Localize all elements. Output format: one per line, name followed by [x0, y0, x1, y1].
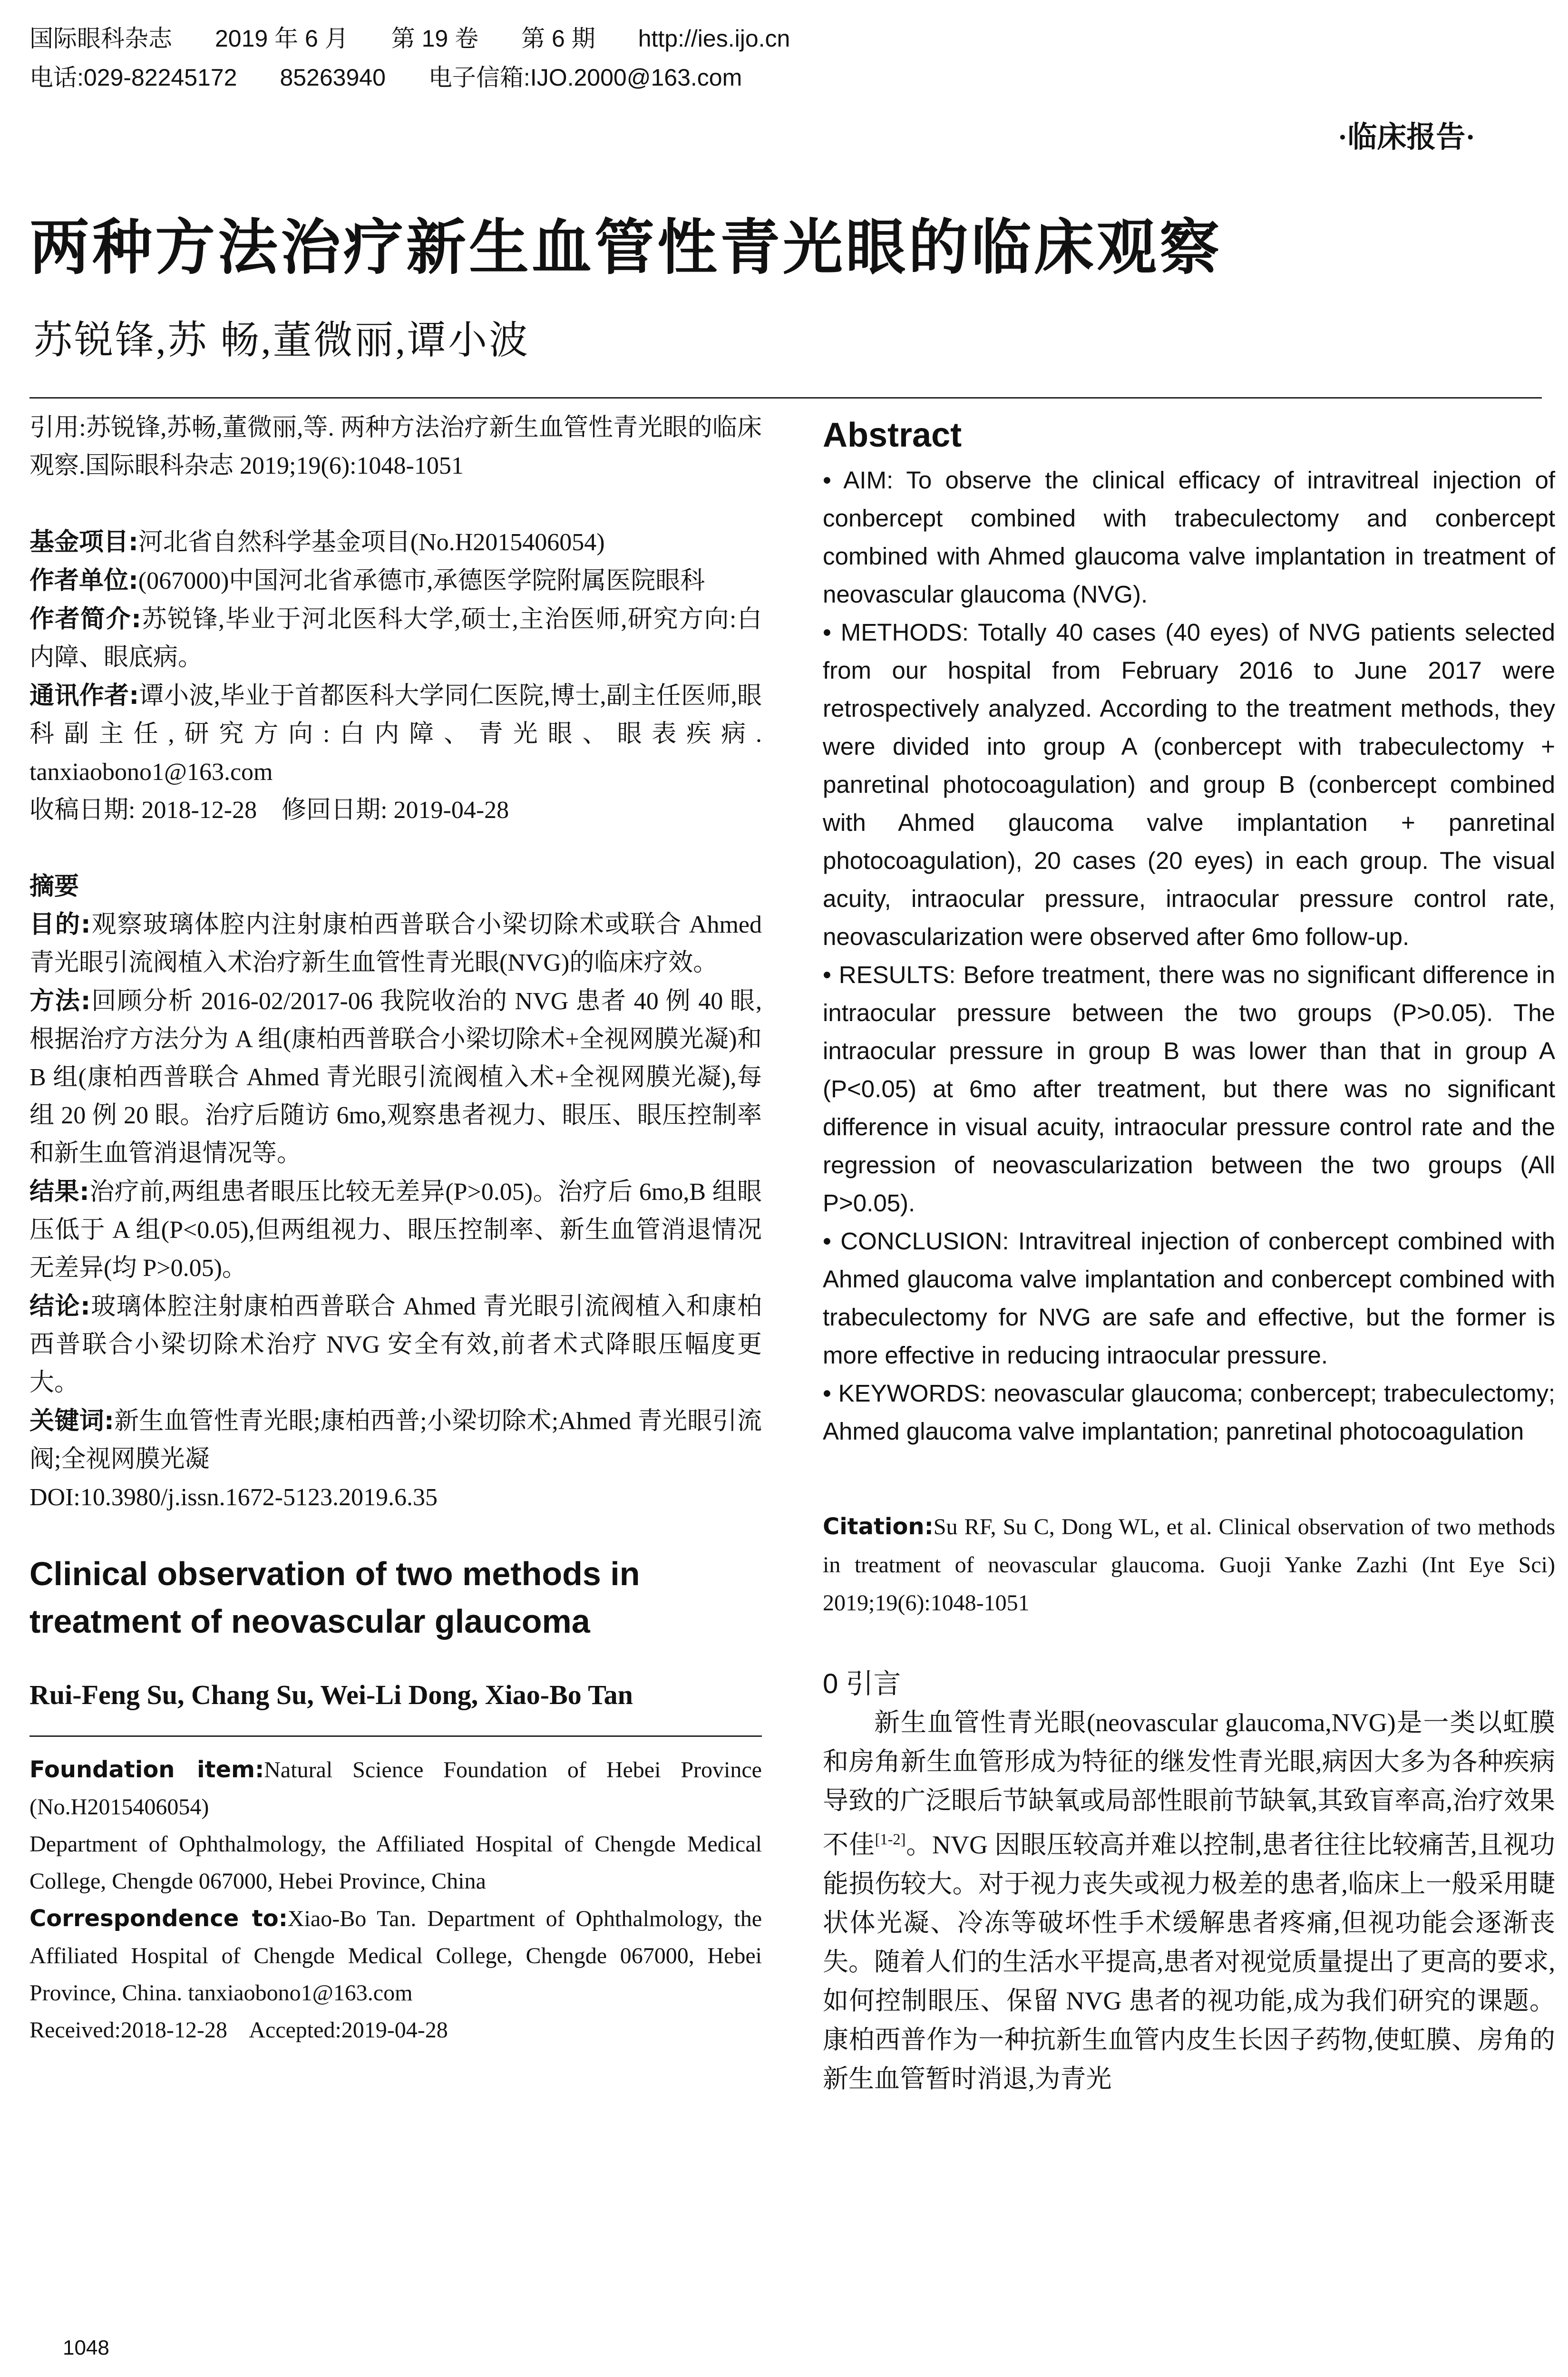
- abstract-heading-cn: 摘要: [29, 872, 79, 901]
- abstract-methods: • METHODS: Totally 40 cases (40 eyes) of NVG patients selected from our hospital from February 2016 to June 2017 were retrospectively analyzed. According to the treatment methods, they were divided into group A (conbercept with trabeculectomy + panretinal photocoagulation) and group B (conbercept combined with Ahmed glaucoma valve implantation + panretinal photocoagulation), 20 cases (20 eyes) in each group. The visual acuity, intraocular pressure, intraocular pressure control rate, neovascularization were observed after 6mo follow-up.: [823, 619, 1555, 950]
- result-text: 治疗前,两组患者眼压比较无差异(P>0.05)。治疗后 6mo,B 组眼压低于 A 组(P<0.05),但两组视力、眼压控制率、新生血管消退情况无差异(均 P>0.05)。: [29, 1179, 762, 1282]
- citation-en: [823, 1508, 1555, 1622]
- abstract-keywords: • KEYWORDS: neovascular glaucoma; conbercept; trabeculectomy; Ahmed glaucoma valve implantation; panretinal photocoagulation: [823, 1380, 1555, 1445]
- method-text: 回顾分析 2016-02/2017-06 我院收治的 NVG 患者 40 例 40 眼,根据治疗方法分为 A 组(康柏西普联合小梁切除术+全视网膜光凝)和 B 组(康柏西普联合 Ahmed 青光眼引流阀植入术+全视网膜光凝),每组 20 例 20 眼。治疗后随访 6mo,观察患者视力、眼压、眼压控制率和新生血管消退情况等。: [29, 988, 762, 1167]
- dates-cn: 收稿日期: 2018-12-28 修回日期: 2019-04-28: [29, 797, 509, 824]
- page-number: 1048: [63, 2336, 109, 2359]
- result-label: 结果:: [29, 1178, 89, 1206]
- phone: 电话:029-82245172: [29, 64, 237, 91]
- foundation-label: Foundation item:: [29, 1756, 264, 1783]
- issue: 第 6 期: [521, 25, 595, 52]
- author-bio: [29, 600, 762, 677]
- corr-label: 通讯作者:: [29, 682, 139, 710]
- journal-url[interactable]: http://ies.ijo.cn: [638, 25, 790, 52]
- conclusion-label: 结论:: [29, 1292, 90, 1321]
- foundation-en: [29, 1751, 762, 1826]
- conclusion-cn: [29, 1287, 762, 1402]
- unit-text: (067000)中国河北省承德市,承德医学院附属医院眼科: [138, 567, 705, 594]
- method-cn: [29, 982, 762, 1173]
- correspondence-label: Correspondence to:: [29, 1905, 288, 1932]
- intro-text-2: 。NVG 因眼压较高并难以控制,患者往往比较痛苦,且视功能损伤较大。对于视力丧失或视力极差的患者,临床上一般采用睫状体光凝、冷冻等破坏性手术缓解患者疼痛,但视功能会逐渐丧失。随着人们的生活水平提高,患者对视觉质量提出了更高的要求,如何控制眼压、保留 NVG 患者的视功能,成为我们研究的课题。康柏西普作为一种抗新生血管内皮生长因子药物,使虹膜、房角的新生血管暂时消退,为青光: [823, 1831, 1556, 2093]
- header-line-1: [29, 19, 1542, 58]
- fund-text: 河北省自然科学基金项目(No.H2015406054): [138, 529, 605, 556]
- fund-info: [29, 523, 762, 562]
- aim-cn: [29, 906, 762, 982]
- foundation-text: Natural Science Foundation of Hebei Province (No.H2015406054): [29, 1757, 762, 1820]
- keywords-label: 关键词:: [29, 1407, 114, 1435]
- keywords-text: 新生血管性青光眼;康柏西普;小梁切除术;Ahmed 青光眼引流阀;全视网膜光凝: [29, 1408, 762, 1473]
- abstract-results: • RESULTS: Before treatment, there was no significant difference in intraocular pressure between the two groups (P>0.05). The intraocular pressure in group B was lower than that in group A (P<0.05) at 6mo after treatment, but there was no significant difference in visual acuity, intraocular pressure control rate and the regression of neovascularization between the two groups (All P>0.05).: [823, 961, 1555, 1217]
- email[interactable]: 电子信箱:IJO.2000@163.com: [428, 64, 742, 91]
- author-list: 苏锐锋,苏 畅,董微丽,谭小波: [33, 319, 530, 362]
- result-cn: [29, 1173, 762, 1287]
- corr-text: 谭小波,毕业于首都医科大学同仁医院,博士,副主任医师,眼科副主任,研究方向:白内障、青光眼、眼表疾病. tanxiaobono1@163.com: [29, 682, 762, 786]
- intro-reference[interactable]: [1-2]: [875, 1831, 906, 1848]
- doi[interactable]: DOI:10.3980/j.issn.1672-5123.2019.6.35: [29, 1484, 438, 1511]
- english-divider: [29, 1735, 762, 1737]
- abstract-conclusion: • CONCLUSION: Intravitreal injection of conbercept combined with Ahmed glaucoma valve implantation and conbercept combined with trabeculectomy for NVG are safe and effective, but the former is more effective in reducing intraocular pressure.: [823, 1227, 1555, 1369]
- method-label: 方法:: [29, 987, 91, 1015]
- section-tag: ·临床报告·: [1337, 121, 1475, 154]
- department-en: Department of Ophthalmology, the Affiliated Hospital of Chengde Medical College, Chengde 067000, Hebei Province, China: [29, 1831, 762, 1894]
- intro-heading: 0 引言: [823, 1668, 901, 1699]
- journal-header: [29, 19, 1542, 97]
- correspondence-en: [29, 1900, 762, 2012]
- article-title: 两种方法治疗新生血管性青光眼的临床观察: [29, 213, 1222, 283]
- bio-text: 苏锐锋,毕业于河北医科大学,硕士,主治医师,研究方向:白内障、眼底病。: [29, 606, 762, 671]
- conclusion-text: 玻璃体腔注射康柏西普联合 Ahmed 青光眼引流阀植入和康柏西普联合小梁切除术治疗 NVG 安全有效,前者术式降眼压幅度更大。: [29, 1293, 762, 1396]
- volume: 第 19 卷: [391, 25, 479, 52]
- keywords-cn: [29, 1402, 762, 1479]
- left-column: [29, 409, 762, 2049]
- citation-text: Su RF, Su C, Dong WL, et al. Clinical observation of two methods in treatment of neovascular glaucoma. Guoji Yanke Zazhi (Int Eye Sci) 2019;19(6):1048-1051: [823, 1514, 1555, 1616]
- journal-name: 国际眼科杂志: [29, 25, 172, 52]
- correspondence-text: Xiao-Bo Tan. Department of Ophthalmology, the Affiliated Hospital of Chengde Medical College, Chengde 067000, Hebei Province, China. tanxiaobono1@163.com: [29, 1906, 762, 2006]
- intro-text-1: 新生血管性青光眼(neovascular glaucoma,NVG)是一类以虹膜和房角新生血管形成为特征的继发性青光眼,病因大多为各种疾病导致的广泛眼后节缺氧或局部性眼前节缺氧,其致盲率高,治疗效果不佳: [823, 1708, 1555, 1859]
- corresponding-author: [29, 677, 762, 791]
- fund-label: 基金项目:: [29, 528, 138, 556]
- header-line-2: [29, 58, 1542, 97]
- phone-2: 85263940: [280, 64, 386, 91]
- intro-paragraph: [823, 1703, 1555, 2098]
- abstract-title: Abstract: [823, 416, 962, 454]
- bio-label: 作者简介:: [29, 605, 141, 633]
- citation-label: Citation:: [823, 1513, 934, 1540]
- english-title: Clinical observation of two methods in treatment of neovascular glaucoma: [29, 1555, 640, 1640]
- unit-label: 作者单位:: [29, 566, 138, 595]
- affiliation: [29, 562, 762, 600]
- citation-cn: 引用:苏锐锋,苏畅,董微丽,等. 两种方法治疗新生血管性青光眼的临床观察.国际眼科杂志 2019;19(6):1048-1051: [29, 414, 762, 479]
- abstract-aim: • AIM: To observe the clinical efficacy of intravitreal injection of conbercept combined with trabeculectomy and conbercept combined with Ahmed glaucoma valve implantation in treatment of neovascular glaucoma (NVG).: [823, 467, 1555, 608]
- issue-date: 2019 年 6 月: [215, 25, 349, 52]
- aim-text: 观察玻璃体腔内注射康柏西普联合小梁切除术或联合 Ahmed 青光眼引流阀植入术治疗新生血管性青光眼(NVG)的临床疗效。: [29, 911, 762, 976]
- header-divider: [29, 397, 1542, 399]
- dates-en: Received:2018-12-28 Accepted:2019-04-28: [29, 2017, 448, 2043]
- aim-label: 目的:: [29, 910, 91, 939]
- right-column: [823, 409, 1555, 2098]
- english-authors: Rui-Feng Su, Chang Su, Wei-Li Dong, Xiao-Bo Tan: [29, 1679, 633, 1710]
